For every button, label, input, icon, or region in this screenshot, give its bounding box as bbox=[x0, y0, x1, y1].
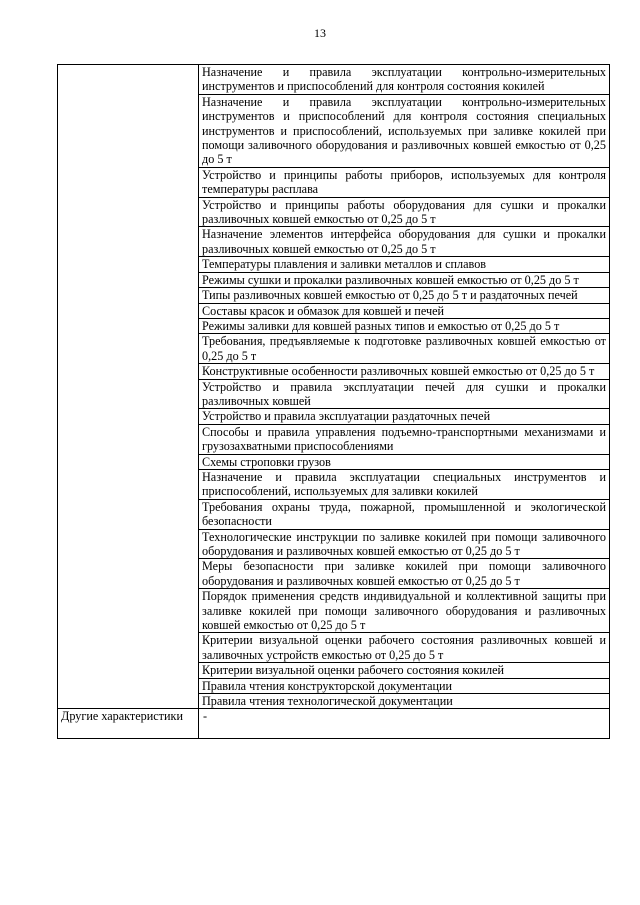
other-characteristics-label: Другие характеристики bbox=[58, 709, 199, 739]
knowledge-item: Правила чтения технологической документации bbox=[199, 693, 609, 708]
knowledge-item: Назначение и правила эксплуатации специальных инструментов и приспособлений, используемых для заливки кокилей bbox=[199, 469, 609, 499]
other-characteristics-row bbox=[58, 709, 610, 739]
knowledge-item: Требования охраны труда, пожарной, промышленной и экологической безопасности bbox=[199, 499, 609, 529]
knowledge-item: Правила чтения конструкторской документации bbox=[199, 678, 609, 693]
knowledge-item: Схемы строповки грузов bbox=[199, 454, 609, 469]
knowledge-item: Устройство и принципы работы приборов, используемых для контроля температуры расплава bbox=[199, 167, 609, 197]
knowledge-item: Типы разливочных ковшей емкостью от 0,25 до 5 т и раздаточных печей bbox=[199, 287, 609, 302]
knowledge-item: Режимы сушки и прокалки разливочных ковшей емкостью от 0,25 до 5 т bbox=[199, 272, 609, 287]
knowledge-item: Критерии визуальной оценки рабочего состояния разливочных ковшей и заливочных устройств емкостью от 0,25 до 5 т bbox=[199, 632, 609, 662]
knowledge-label-cell bbox=[58, 65, 199, 709]
knowledge-item: Назначение элементов интерфейса оборудования для сушки и прокалки разливочных ковшей емкостью от 0,25 до 5 т bbox=[199, 226, 609, 256]
knowledge-items-cell bbox=[199, 65, 610, 709]
knowledge-item: Конструктивные особенности разливочных ковшей емкостью от 0,25 до 5 т bbox=[199, 363, 609, 378]
knowledge-item: Меры безопасности при заливке кокилей при помощи заливочного оборудования и разливочных ковшей емкостью от 0,25 до 5 т bbox=[199, 558, 609, 588]
knowledge-row bbox=[58, 65, 610, 709]
knowledge-item: Устройство и правила эксплуатации печей для сушки и прокалки разливочных ковшей bbox=[199, 379, 609, 409]
knowledge-item: Устройство и правила эксплуатации раздаточных печей bbox=[199, 408, 609, 423]
knowledge-item: Технологические инструкции по заливке кокилей при помощи заливочного оборудования и разливочных ковшей емкостью от 0,25 до 5 т bbox=[199, 529, 609, 559]
knowledge-item: Требования, предъявляемые к подготовке разливочных ковшей емкостью от 0,25 до 5 т bbox=[199, 333, 609, 363]
knowledge-item: Назначение и правила эксплуатации контрольно-измерительных инструментов и приспособлений для контроля состояния кокилей bbox=[202, 65, 606, 94]
knowledge-item: Температуры плавления и заливки металлов и сплавов bbox=[199, 256, 609, 271]
knowledge-table bbox=[57, 64, 610, 739]
knowledge-item: Способы и правила управления подъемно-транспортными механизмами и грузозахватными приспособлениями bbox=[199, 424, 609, 454]
knowledge-item: Составы красок и обмазок для ковшей и печей bbox=[199, 303, 609, 318]
knowledge-item: Назначение и правила эксплуатации контрольно-измерительных инструментов и приспособлений для контроля состояния специальных инструментов и приспособлений, используемых при заливке кокилей при помощи заливочного оборудования и разливочных ковшей емкостью от 0,25 до 5 т bbox=[199, 94, 609, 167]
knowledge-item: Устройство и принципы работы оборудования для сушки и прокалки разливочных ковшей емкостью от 0,25 до 5 т bbox=[199, 197, 609, 227]
knowledge-item: Порядок применения средств индивидуальной и коллективной защиты при заливке кокилей при помощи заливочного оборудования и разливочных ковшей емкостью от 0,25 до 5 т bbox=[199, 588, 609, 632]
knowledge-item: Режимы заливки для ковшей разных типов и емкостью от 0,25 до 5 т bbox=[199, 318, 609, 333]
other-characteristics-value: - bbox=[199, 709, 610, 739]
page-number: 13 bbox=[314, 26, 326, 40]
knowledge-item: Критерии визуальной оценки рабочего состояния кокилей bbox=[199, 662, 609, 677]
